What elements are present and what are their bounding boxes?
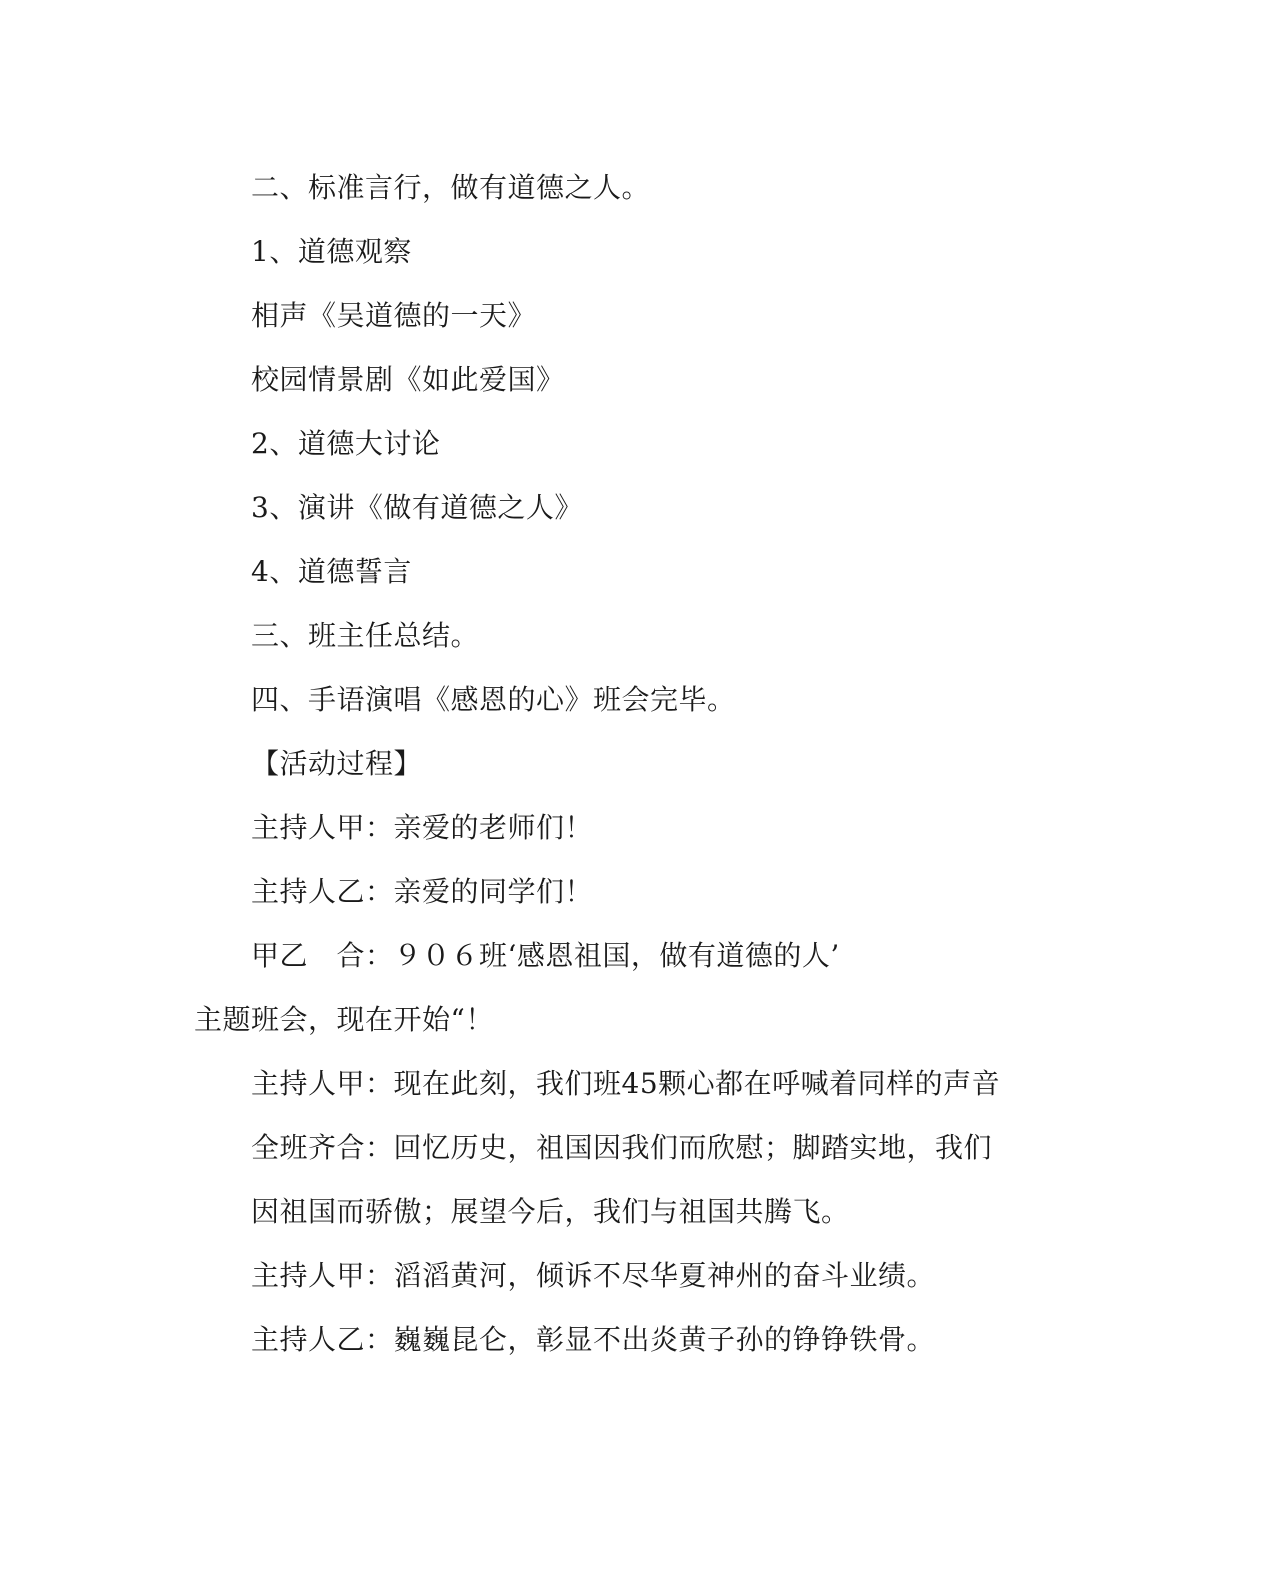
program-campus-drama: 校园情景剧《如此爱国》 xyxy=(251,363,565,396)
list-item-moral-oath: 4、道德誓言 xyxy=(251,555,412,588)
section-heading-2: 二、标准言行，做有道德之人。 xyxy=(251,171,651,204)
dialogue-line: 主持人甲：亲爱的老师们！ xyxy=(251,811,594,844)
list-item-moral-discussion: 2、道德大讨论 xyxy=(251,427,441,460)
activity-process-heading: 【活动过程】 xyxy=(251,747,423,780)
dialogue-line: 主持人甲：滔滔黄河，倾诉不尽华夏神州的奋斗业绩。 xyxy=(251,1259,936,1292)
list-item-speech: 3、演讲《做有道德之人》 xyxy=(251,491,583,524)
section-heading-3: 三、班主任总结。 xyxy=(251,619,480,652)
dialogue-line: 主持人乙：亲爱的同学们！ xyxy=(251,875,594,908)
dialogue-line: 全班齐合：回忆历史，祖国因我们而欣慰；脚踏实地，我们 xyxy=(251,1131,993,1164)
program-crosstalk: 相声《吴道德的一天》 xyxy=(251,299,537,332)
dialogue-line: 主持人乙：巍巍昆仑，彰显不出炎黄子孙的铮铮铁骨。 xyxy=(251,1323,936,1356)
dialogue-line: 甲乙 合：９０６班‘感恩祖国，做有道德的人’ xyxy=(251,939,840,972)
dialogue-continuation: 因祖国而骄傲；展望今后，我们与祖国共腾飞。 xyxy=(251,1195,850,1228)
section-heading-4: 四、手语演唱《感恩的心》班会完毕。 xyxy=(251,683,736,716)
dialogue-continuation: 主题班会，现在开始“！ xyxy=(194,1003,494,1036)
list-item-moral-observation: 1、道德观察 xyxy=(251,235,412,268)
dialogue-line: 主持人甲：现在此刻，我们班45颗心都在呼喊着同样的声音 xyxy=(251,1067,1001,1100)
